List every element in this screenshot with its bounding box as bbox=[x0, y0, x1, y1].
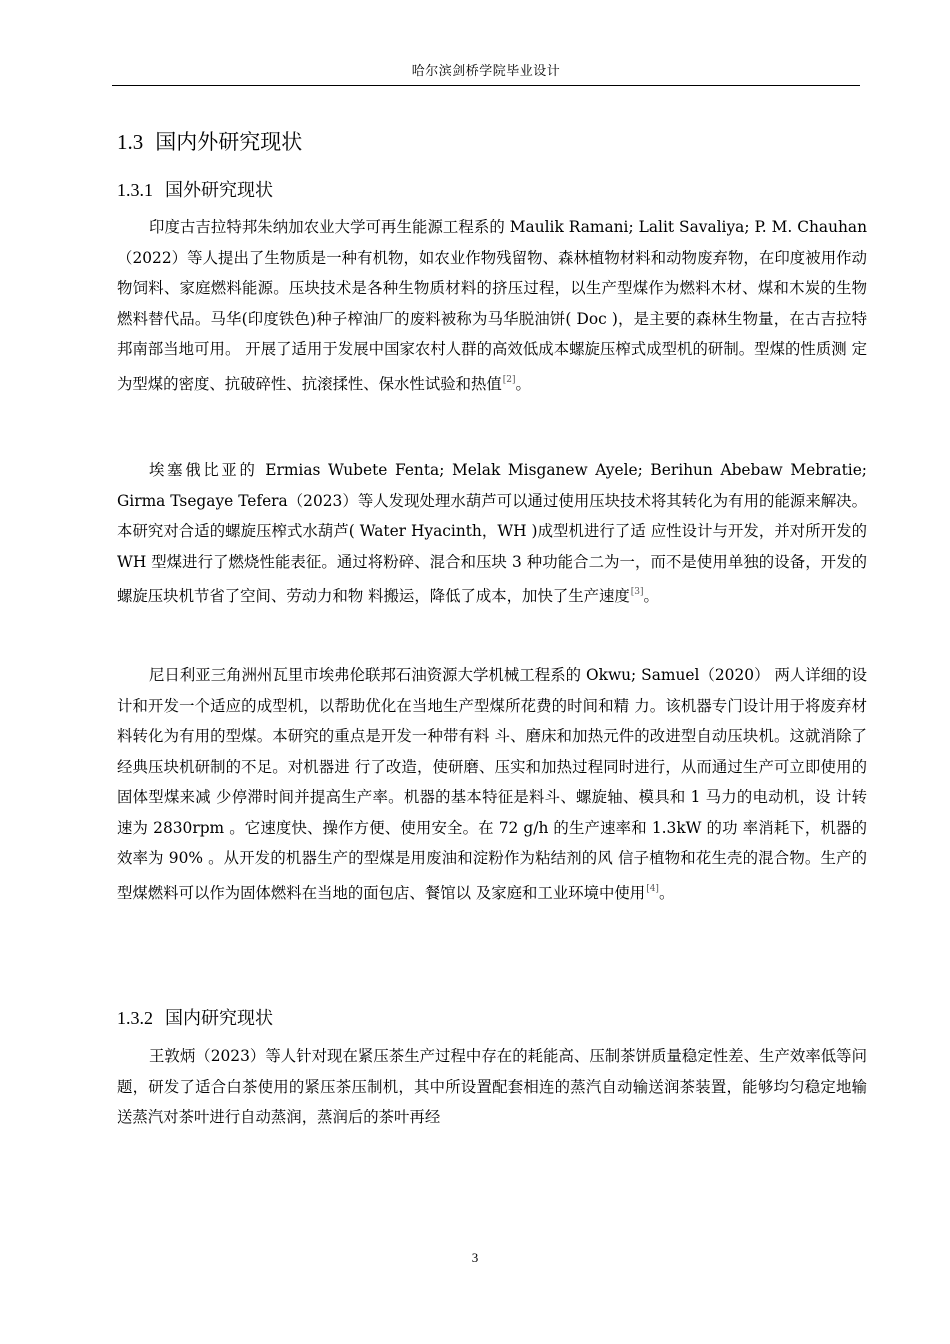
subsection-number: 1.3.1 bbox=[117, 180, 153, 200]
section-heading bbox=[117, 126, 302, 156]
paragraph-text: 埃塞俄比亚的 Ermias Wubete Fenta; Melak Misganew Ayele; Berihun Abebaw Mebratie; Girma Tsegaye Tefera（2023）等人发现处理水葫芦可以通过使用压块技术将其转化为有用的能源来解决。本研究对合适的螺旋压榨式水葫芦( Water Hyacinth，WH )成型机进行了适 应性设计与开发，并对所开发的 WH 型煤进行了燃烧性能表征。通过将粉碎、混合和压块 3 种功能合二为一，而不是使用单独的设备，开发的螺旋压块机节省了空间、劳动力和物 料搬运，降低了成本，加快了生产速度 bbox=[117, 461, 867, 605]
paragraph-text: 印度古吉拉特邦朱纳加农业大学可再生能源工程系的 Maulik Ramani; Lalit Savaliya; P. M. Chauhan（2022）等人提出了生物质是一种有机物，如农业作物残留物、森林植物材料和动物废弃物，在印度被用作动物饲料、家庭燃料能源。压块技术是各种生物质材料的挤压过程，以生产型煤作为燃料木材、煤和木炭的生物燃料替代品。马华(印度铁色)种子榨油厂的废料被称为马华脱油饼( Doc )，是主要的森林生物量，在古吉拉特邦南部当地可用。 开展了适用于发展中国家农村人群的高效低成本螺旋压榨式成型机的研制。型煤的性质测 定为型煤的密度、抗破碎性、抗滚揉性、保水性试验和热值 bbox=[117, 218, 867, 393]
citation-ref: [4] bbox=[646, 883, 659, 894]
paragraph-text: 王敦炳（2023）等人针对现在紧压茶生产过程中存在的耗能高、压制茶饼质量稳定性差、生产效率低等问题，研发了适合白茶使用的紧压茶压制机，其中所设置配套相连的蒸汽自动输送润茶装置，能够均匀稳定地输送蒸汽对茶叶进行自动蒸润，蒸润后的茶叶再经 bbox=[117, 1047, 867, 1126]
page-header bbox=[112, 60, 860, 86]
citation-ref: [2] bbox=[502, 374, 516, 385]
page-number: 3 bbox=[471, 1250, 479, 1265]
header-title: 哈尔滨剑桥学院毕业设计 bbox=[411, 64, 561, 79]
section-number: 1.3 bbox=[117, 130, 144, 154]
paragraph-end: 。 bbox=[515, 374, 531, 393]
subsection-heading-foreign bbox=[117, 176, 273, 202]
section-title: 国内外研究现状 bbox=[155, 130, 303, 154]
subsection-title: 国外研究现状 bbox=[165, 180, 273, 201]
paragraph-end: 。 bbox=[658, 883, 675, 902]
subsection-heading-domestic bbox=[117, 1004, 273, 1030]
paragraph-india bbox=[117, 212, 867, 399]
subsection-number: 1.3.2 bbox=[117, 1008, 153, 1028]
paragraph-nigeria bbox=[117, 660, 867, 908]
paragraph-end: 。 bbox=[643, 587, 659, 605]
paragraph-text: 尼日利亚三角洲州瓦里市埃弗伦联邦石油资源大学机械工程系的 Okwu; Samuel（2020） 两人详细的设计和开发一个适应的成型机，以帮助优化在当地生产型煤所花费的时间和精 力。该机器专门设计用于将废弃材料转化为有用的型煤。本研究的重点是开发一种带有料 斗、磨床和加热元件的改进型自动压块机。这就消除了经典压块机研制的不足。对机器进 行了改造，使研磨、压实和加热过程同时进行，从而通过生产可立即使用的固体型煤来减 少停滞时间并提高生产率。机器的基本特征是料斗、螺旋轴、模具和 1 马力的电动机，设 计转速为 2830rpm 。它速度快、操作方便、使用安全。在 72 g/h 的生产速率和 1.3kW 的功 率消耗下，机器的效率为 90% 。从开发的机器生产的型煤是用废油和淀粉作为粘结剂的风 信子植物和花生壳的混合物。生产的型煤燃料可以作为固体燃料在当地的面包店、餐馆以 及家庭和工业环境中使用 bbox=[117, 666, 867, 902]
paragraph-domestic bbox=[117, 1041, 867, 1133]
subsection-title: 国内研究现状 bbox=[165, 1008, 273, 1029]
citation-ref: [3] bbox=[630, 587, 644, 597]
paragraph-ethiopia bbox=[117, 455, 867, 612]
